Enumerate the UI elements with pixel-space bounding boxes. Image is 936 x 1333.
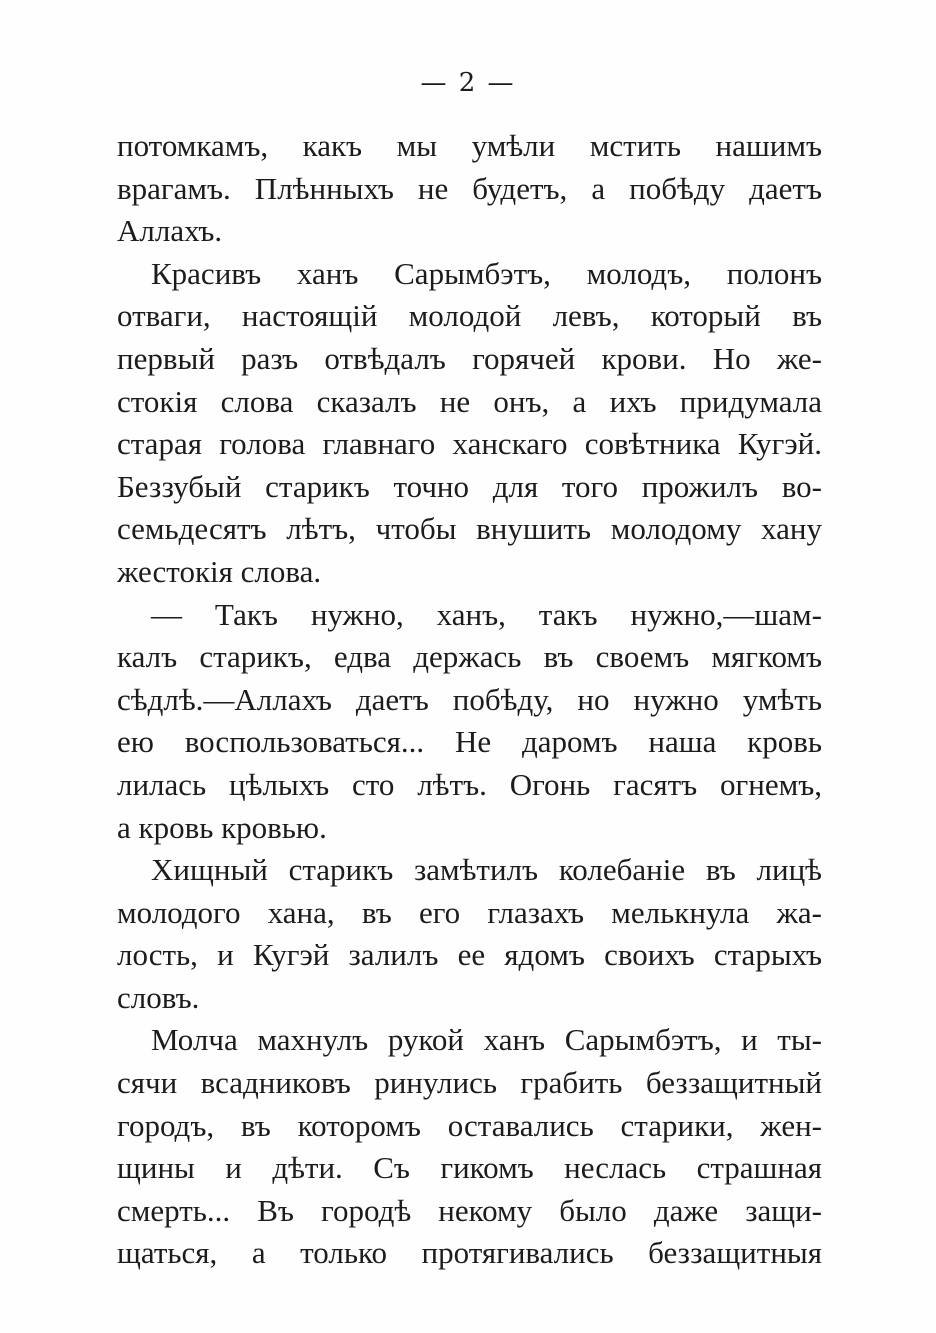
text-line: лилась цѣлыхъ сто лѣтъ. Огонь гасятъ огнемъ, <box>117 766 822 802</box>
text-line: словъ. <box>117 979 200 1015</box>
text-line: Красивъ ханъ Сарымбэтъ, молодъ, полонъ <box>151 255 822 291</box>
text-line: Молча махнулъ рукой ханъ Сарымбэтъ, и ты- <box>151 1022 822 1058</box>
text-line: врагамъ. Плѣнныхъ не будетъ, а побѣду даетъ <box>117 170 822 206</box>
page-number: — 2 — <box>420 68 516 98</box>
text-line: щаться, а только протягивались беззащитныя <box>117 1235 822 1271</box>
text-line: потомкамъ, какъ мы умѣли мстить нашимъ <box>117 128 822 163</box>
text-line: городъ, въ которомъ оставались старики, жен- <box>117 1107 822 1143</box>
text-line: Беззубый старикъ точно для того прожилъ во- <box>117 468 822 504</box>
text-line: стокія слова сказалъ не онъ, а ихъ придумала <box>117 383 822 419</box>
text-line: старая голова главнаго ханскаго совѣтника Кугэй. <box>117 426 822 462</box>
text-line: ею воспользоваться... Не даромъ наша кровь <box>117 724 822 760</box>
body-text <box>117 125 822 1275</box>
text-line: — Такъ нужно, ханъ, такъ нужно,—шам- <box>151 596 822 632</box>
text-line: молодого хана, въ его глазахъ мелькнула жа- <box>117 894 822 930</box>
text-line: лость, и Кугэй залилъ ее ядомъ своихъ старыхъ <box>117 937 822 973</box>
text-line: сячи всадниковъ ринулись грабить беззащитный <box>117 1065 822 1101</box>
text-line: отваги, настоящій молодой левъ, который въ <box>117 298 822 334</box>
text-line: жестокія слова. <box>117 553 322 589</box>
text-line: семьдесятъ лѣтъ, чтобы внушить молодому хану <box>117 511 822 547</box>
text-line: Аллахъ. <box>117 213 223 249</box>
text-line: первый разъ отвѣдалъ горячей крови. Но же- <box>117 340 822 376</box>
text-line: Хищный старикъ замѣтилъ колебаніе въ лицѣ <box>151 852 822 888</box>
text-line: калъ старикъ, едва держась въ своемъ мягкомъ <box>117 639 822 675</box>
text-line: а кровь кровью. <box>117 809 327 845</box>
text-line: сѣдлѣ.—Аллахъ даетъ побѣду, но нужно умѣть <box>117 681 822 717</box>
text-line: смерть... Въ городѣ некому было даже защи- <box>117 1192 822 1228</box>
text-line: щины и дѣти. Съ гикомъ неслась страшная <box>117 1150 822 1186</box>
